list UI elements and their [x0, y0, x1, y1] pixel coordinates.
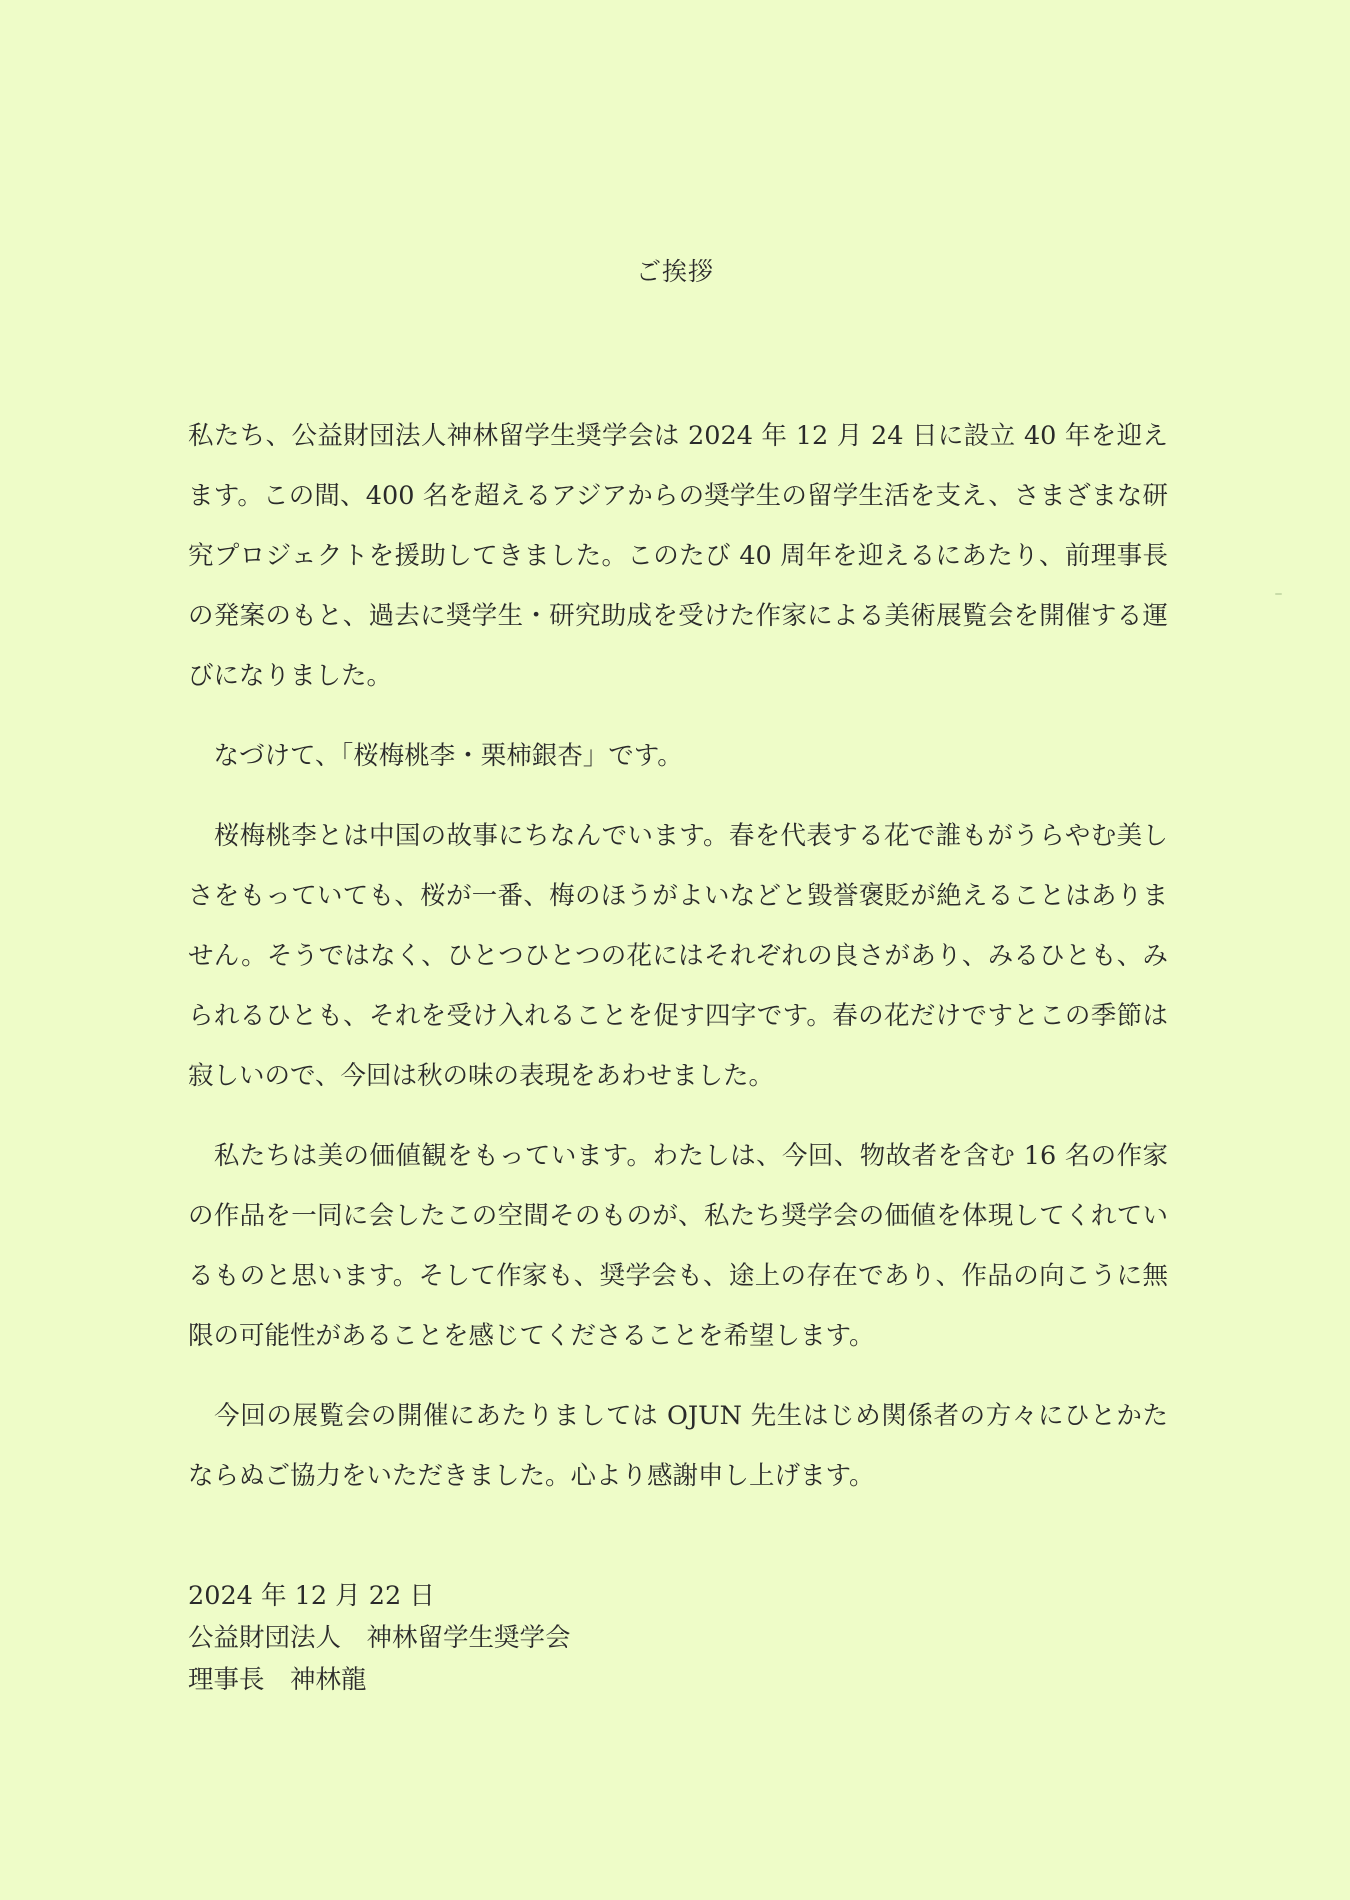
- paragraph-4: 私たちは美の価値観をもっています。わたしは、今回、物故者を含む 16 名の作家の作品を一同に会したこの空間そのものが、私たち奨学会の価値を体現してくれているものと思います。そして作家も、奨学会も、途上の存在であり、作品の向こうに無限の可能性があることを感じてくださることを希望します。: [188, 1141, 1168, 1351]
- signature-date: 2024 年 12 月 22 日: [188, 1581, 435, 1611]
- signature-organization: 公益財団法人 神林留学生奨学会: [188, 1623, 571, 1653]
- paper-speck: [1275, 593, 1282, 595]
- paragraph-5: 今回の展覧会の開催にあたりましては OJUN 先生はじめ関係者の方々にひとかたならぬご協力をいただきました。心より感謝申し上げます。: [188, 1401, 1168, 1491]
- signature-signer: 理事長 神林龍: [188, 1665, 367, 1695]
- letter-body: [188, 406, 1168, 1526]
- signature-block: [188, 1575, 571, 1701]
- paragraph-3: 桜梅桃李とは中国の故事にちなんでいます。春を代表する花で誰もがうらやむ美しさをもっていても、桜が一番、梅のほうがよいなどと毀誉褒貶が絶えることはありません。そうではなく、ひとつひとつの花にはそれぞれの良さがあり、みるひとも、みられるひとも、それを受け入れることを促す四字です。春の花だけですとこの季節は寂しいので、今回は秋の味の表現をあわせました。: [188, 821, 1168, 1091]
- document-title: ご挨拶: [635, 257, 714, 286]
- paragraph-2: なづけて、「桜梅桃李・栗柿銀杏」です。: [188, 741, 683, 771]
- paragraph-1: 私たち、公益財団法人神林留学生奨学会は 2024 年 12 月 24 日に設立 40 年を迎えます。この間、400 名を超えるアジアからの奨学生の留学生活を支え、さまざまな研究プロジェクトを援助してきました。このたび 40 周年を迎えるにあたり、前理事長の発案のもと、過去に奨学生・研究助成を受けた作家による美術展覧会を開催する運びになりました。: [188, 421, 1168, 691]
